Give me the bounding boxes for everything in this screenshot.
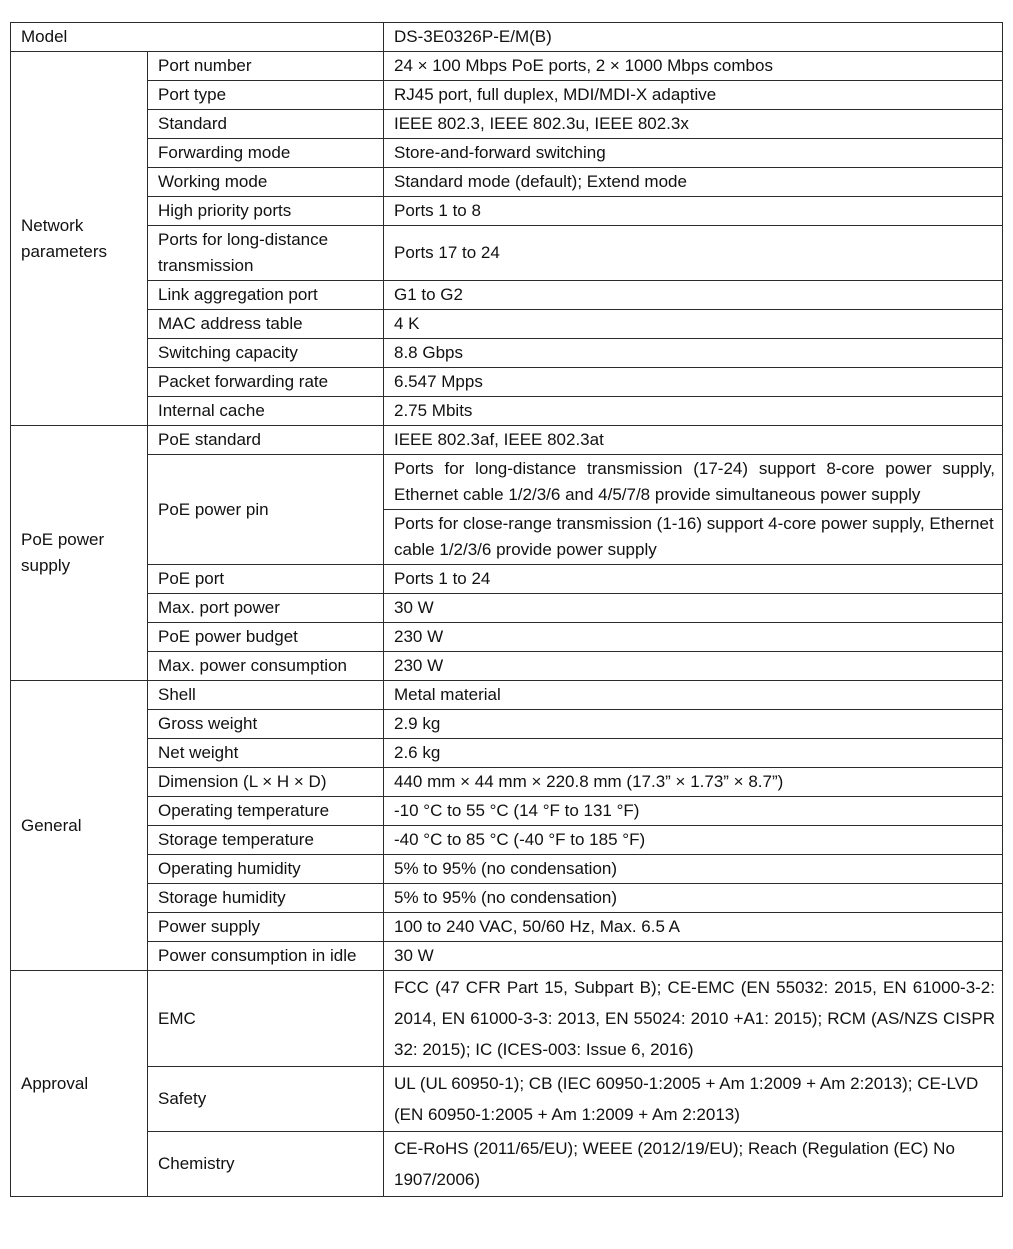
param-value: 2.6 kg (384, 739, 1003, 768)
param-label: Operating temperature (148, 797, 384, 826)
param-value: G1 to G2 (384, 281, 1003, 310)
param-label: Safety (148, 1067, 384, 1132)
table-row (11, 455, 1003, 510)
table-row (11, 942, 1003, 971)
param-label: Storage temperature (148, 826, 384, 855)
model-value: DS-3E0326P-E/M(B) (384, 23, 1003, 52)
table-row (11, 310, 1003, 339)
table-row (11, 855, 1003, 884)
param-value: Ports for close-range transmission (1-16) support 4-core power supply, Ethernet cable 1/2/3/6 provide power supply (384, 510, 1003, 565)
table-row (11, 826, 1003, 855)
param-label: Max. port power (148, 594, 384, 623)
param-label: Link aggregation port (148, 281, 384, 310)
category-label: PoE power (21, 530, 105, 549)
param-label: Port number (148, 52, 384, 81)
table-row (11, 139, 1003, 168)
param-label: Power supply (148, 913, 384, 942)
param-value: CE-RoHS (2011/65/EU); WEEE (2012/19/EU); Reach (Regulation (EC) No 1907/2006) (384, 1132, 1003, 1197)
param-value: 230 W (384, 652, 1003, 681)
table-row (11, 226, 1003, 281)
param-label: Power consumption in idle (148, 942, 384, 971)
table-row (11, 884, 1003, 913)
table-row (11, 739, 1003, 768)
param-value: Metal material (384, 681, 1003, 710)
table-row (11, 339, 1003, 368)
param-label: Port type (148, 81, 384, 110)
param-value: RJ45 port, full duplex, MDI/MDI-X adaptive (384, 81, 1003, 110)
param-value: 24 × 100 Mbps PoE ports, 2 × 1000 Mbps combos (384, 52, 1003, 81)
table-row (11, 1067, 1003, 1132)
param-label: Working mode (148, 168, 384, 197)
param-value: 440 mm × 44 mm × 220.8 mm (17.3” × 1.73” × 8.7”) (384, 768, 1003, 797)
param-value: 5% to 95% (no condensation) (384, 884, 1003, 913)
category-label: Network (21, 215, 84, 235)
table-row (11, 1132, 1003, 1197)
category-label: supply (21, 556, 71, 575)
param-value: 30 W (384, 594, 1003, 623)
param-value: Ports for long-distance transmission (17-24) support 8-core power supply, Ethernet cable 1/2/3/6 and 4/5/7/8 provide simultaneous power supply (384, 455, 1003, 510)
param-label: PoE standard (148, 426, 384, 455)
param-value: Ports 1 to 8 (384, 197, 1003, 226)
param-label: Switching capacity (148, 339, 384, 368)
param-value: UL (UL 60950-1); CB (IEC 60950-1:2005 + Am 1:2009 + Am 2:2013); CE-LVD (EN 60950-1:2005 + Am 1:2009 + Am 2:2013) (384, 1067, 1003, 1132)
param-label-line: Ports for long-distance (158, 230, 329, 249)
param-label: High priority ports (148, 197, 384, 226)
param-label-line: transmission (158, 256, 254, 275)
param-value: 2.9 kg (384, 710, 1003, 739)
param-label: MAC address table (148, 310, 384, 339)
param-value: 6.547 Mpps (384, 368, 1003, 397)
param-value: Store-and-forward switching (384, 139, 1003, 168)
category-poe (11, 426, 148, 681)
param-value: 30 W (384, 942, 1003, 971)
param-value: -40 °C to 85 °C (-40 °F to 185 °F) (384, 826, 1003, 855)
table-row (11, 197, 1003, 226)
spec-table (10, 22, 1003, 1197)
param-value: Ports 17 to 24 (384, 226, 1003, 281)
param-value: 8.8 Gbps (384, 339, 1003, 368)
table-row (11, 52, 1003, 81)
param-label: PoE port (148, 565, 384, 594)
table-row (11, 81, 1003, 110)
param-label: EMC (148, 971, 384, 1067)
table-row (11, 681, 1003, 710)
param-label: Internal cache (148, 397, 384, 426)
param-value: -10 °C to 55 °C (14 °F to 131 °F) (384, 797, 1003, 826)
param-label: Operating humidity (148, 855, 384, 884)
param-label: Shell (148, 681, 384, 710)
table-row (11, 426, 1003, 455)
table-row (11, 368, 1003, 397)
table-row (11, 281, 1003, 310)
category-general: General (11, 681, 148, 971)
param-label: Standard (148, 110, 384, 139)
table-row (11, 652, 1003, 681)
category-approval: Approval (11, 971, 148, 1197)
param-label: Net weight (148, 739, 384, 768)
param-value: 230 W (384, 623, 1003, 652)
param-label (148, 226, 384, 281)
param-label: Dimension (L × H × D) (148, 768, 384, 797)
param-value: 4 K (384, 310, 1003, 339)
category-network (11, 52, 148, 426)
table-row (11, 565, 1003, 594)
param-value: 100 to 240 VAC, 50/60 Hz, Max. 6.5 A (384, 913, 1003, 942)
table-row (11, 594, 1003, 623)
table-row (11, 397, 1003, 426)
param-value: IEEE 802.3, IEEE 802.3u, IEEE 802.3x (384, 110, 1003, 139)
param-value: Ports 1 to 24 (384, 565, 1003, 594)
param-value: 2.75 Mbits (384, 397, 1003, 426)
table-row (11, 710, 1003, 739)
param-label: PoE power budget (148, 623, 384, 652)
param-label: Gross weight (148, 710, 384, 739)
table-row (11, 797, 1003, 826)
table-row (11, 168, 1003, 197)
param-value: 5% to 95% (no condensation) (384, 855, 1003, 884)
table-row (11, 110, 1003, 139)
param-label: Storage humidity (148, 884, 384, 913)
param-value: Standard mode (default); Extend mode (384, 168, 1003, 197)
category-label: parameters (21, 241, 107, 261)
model-row (11, 23, 1003, 52)
table-row (11, 971, 1003, 1067)
param-label: Max. power consumption (148, 652, 384, 681)
table-row (11, 768, 1003, 797)
param-value: IEEE 802.3af, IEEE 802.3at (384, 426, 1003, 455)
table-row (11, 913, 1003, 942)
model-label: Model (11, 23, 384, 52)
param-label: Chemistry (148, 1132, 384, 1197)
param-value: FCC (47 CFR Part 15, Subpart B); CE-EMC (EN 55032: 2015, EN 61000-3-2: 2014, EN 61000-3-3: 2013, EN 55024: 2010 +A1: 2015); RCM (AS/NZS CISPR 32: 2015); IC (ICES-003: Issue 6, 2016) (384, 971, 1003, 1067)
param-label: Packet forwarding rate (148, 368, 384, 397)
param-label: PoE power pin (148, 455, 384, 565)
param-label: Forwarding mode (148, 139, 384, 168)
table-row (11, 623, 1003, 652)
